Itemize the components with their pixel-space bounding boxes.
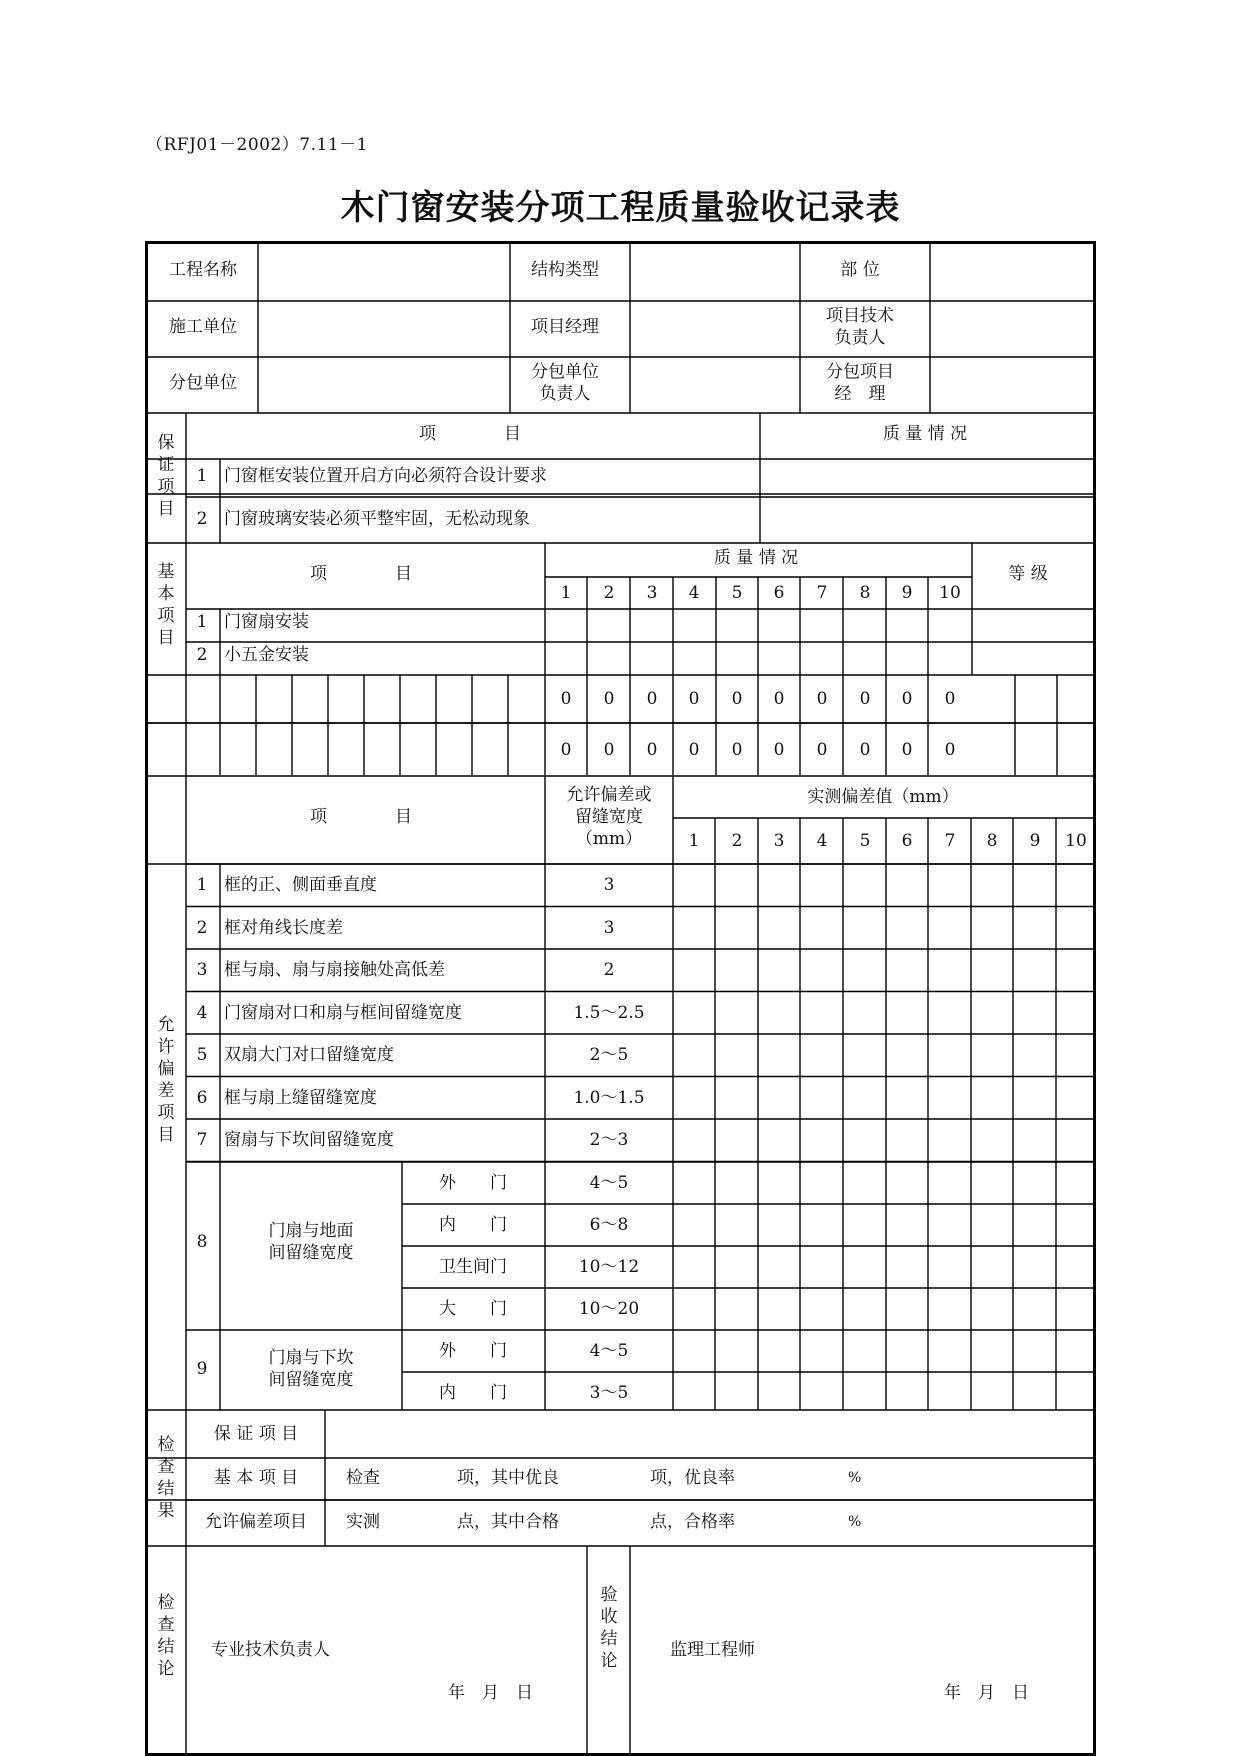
tolerance-sub-label: 卫生间门 bbox=[439, 1257, 507, 1277]
tolerance-item-value: 2 bbox=[603, 960, 615, 980]
tolerance-col-header: 5 bbox=[859, 831, 871, 851]
basic-item-text: 小五金安装 bbox=[224, 645, 309, 665]
basic-quality-header: 质 量 情 况 bbox=[713, 548, 799, 568]
basic-zero-cell: 0 bbox=[944, 740, 956, 760]
basic-zero-cell: 0 bbox=[731, 740, 743, 760]
result-basic-check: 检查 bbox=[346, 1468, 380, 1488]
basic-col-header: 8 bbox=[859, 583, 871, 603]
tolerance-sub-value: 4～5 bbox=[589, 1173, 629, 1193]
tolerance-col-header: 1 bbox=[688, 831, 700, 851]
tolerance-col-header: 6 bbox=[901, 831, 913, 851]
basic-col-header: 10 bbox=[939, 583, 961, 603]
tolerance-item-value: 3 bbox=[603, 917, 615, 938]
tolerance-item-no: 9 bbox=[196, 1359, 208, 1379]
tolerance-col-header: 4 bbox=[816, 831, 828, 851]
page-title: 木门窗安装分项工程质量验收记录表 bbox=[340, 188, 901, 228]
conclusion-side-label: 检查结论 bbox=[157, 1593, 175, 1679]
basic-col-header: 1 bbox=[560, 583, 572, 603]
tolerance-sub-label: 大 门 bbox=[439, 1299, 507, 1319]
basic-zero-cell: 0 bbox=[901, 740, 913, 760]
tolerance-sub-value: 3～5 bbox=[589, 1383, 629, 1403]
basic-col-header: 2 bbox=[603, 583, 615, 603]
tolerance-item-no: 5 bbox=[196, 1045, 208, 1065]
guarantee-item-header: 项 目 bbox=[419, 424, 521, 444]
tolerance-item-text: 框与扇、扇与扇接触处高低差 bbox=[224, 960, 445, 980]
tolerance-col-header: 2 bbox=[731, 831, 743, 851]
guarantee-quality-header: 质 量 情 况 bbox=[882, 424, 968, 444]
guarantee-side-label: 保证项目 bbox=[157, 433, 175, 519]
form-code: （RFJ01－2002）7.11－1 bbox=[146, 135, 368, 155]
basic-zero-cell: 0 bbox=[816, 689, 828, 709]
tolerance-item-no: 1 bbox=[196, 875, 208, 895]
tolerance-item-value: 1.5～2.5 bbox=[573, 1002, 645, 1023]
tolerance-col-header: 3 bbox=[773, 831, 785, 851]
position-label: 部 位 bbox=[840, 260, 880, 280]
tolerance-item-value: 2～5 bbox=[589, 1045, 629, 1065]
sub-lead-label: 分包单位 负责人 bbox=[531, 362, 599, 404]
tolerance-measured-header: 实测偏差值（mm） bbox=[807, 787, 959, 807]
tolerance-item-value: 1.0～1.5 bbox=[573, 1087, 645, 1108]
basic-zero-cell: 0 bbox=[859, 740, 871, 760]
basic-side-label: 基本项目 bbox=[157, 562, 175, 648]
tolerance-item-no: 2 bbox=[196, 917, 208, 938]
tolerance-sub-value: 10～12 bbox=[578, 1257, 640, 1277]
basic-item-no: 2 bbox=[196, 645, 208, 665]
basic-grade-header: 等 级 bbox=[1008, 564, 1048, 584]
basic-zero-cell: 0 bbox=[773, 689, 785, 709]
guarantee-item-text: 门窗框安装位置开启方向必须符合设计要求 bbox=[224, 466, 547, 486]
basic-zero-cell: 0 bbox=[560, 740, 572, 760]
result-tol-percent: % bbox=[848, 1514, 862, 1530]
tolerance-sub-value: 6～8 bbox=[589, 1215, 629, 1235]
basic-col-header: 7 bbox=[816, 583, 828, 603]
result-guarantee-label: 保 证 项 目 bbox=[213, 1424, 299, 1444]
result-tol-rate: 点，合格率 bbox=[650, 1512, 735, 1532]
tolerance-sub-value: 10～20 bbox=[578, 1299, 640, 1319]
result-tolerance-label: 允许偏差项目 bbox=[205, 1512, 307, 1532]
tolerance-group-text: 门扇与地面 间留缝宽度 bbox=[268, 1221, 354, 1263]
result-basic-mid: 项，其中优良 bbox=[457, 1468, 559, 1488]
accept-side-label: 验收结论 bbox=[600, 1585, 618, 1671]
supervisor-signature-label: 监理工程师 bbox=[670, 1640, 755, 1660]
sub-manager-label: 分包项目 经 理 bbox=[826, 362, 894, 404]
basic-item-no: 1 bbox=[196, 612, 208, 632]
tolerance-sub-value: 4～5 bbox=[589, 1341, 629, 1361]
tolerance-item-value: 2～3 bbox=[589, 1130, 629, 1150]
result-basic-label: 基 本 项 目 bbox=[213, 1468, 299, 1488]
basic-zero-cell: 0 bbox=[731, 689, 743, 709]
tolerance-item-text: 窗扇与下坎间留缝宽度 bbox=[224, 1130, 394, 1150]
tolerance-col-header: 10 bbox=[1065, 831, 1087, 851]
result-side-label: 检查结果 bbox=[157, 1435, 175, 1521]
project-name-label: 工程名称 bbox=[169, 260, 237, 280]
tolerance-item-header: 项 目 bbox=[310, 807, 412, 827]
tolerance-item-value: 3 bbox=[603, 875, 615, 895]
tolerance-item-no: 3 bbox=[196, 960, 208, 980]
basic-zero-cell: 0 bbox=[603, 689, 615, 709]
basic-item-text: 门窗扇安装 bbox=[224, 612, 309, 632]
tolerance-side-label: 允许偏差项目 bbox=[157, 1015, 175, 1145]
guarantee-item-text: 门窗玻璃安装必须平整牢固，无松动现象 bbox=[224, 509, 530, 529]
basic-zero-cell: 0 bbox=[646, 689, 658, 709]
tolerance-item-text: 双扇大门对口留缝宽度 bbox=[224, 1045, 394, 1065]
structure-type-label: 结构类型 bbox=[531, 260, 599, 280]
tolerance-item-text: 框与扇上缝留缝宽度 bbox=[224, 1087, 377, 1108]
tolerance-col-header: 7 bbox=[944, 831, 956, 851]
tolerance-sub-label: 外 门 bbox=[439, 1173, 507, 1193]
basic-col-header: 4 bbox=[688, 583, 700, 603]
tolerance-item-no: 8 bbox=[196, 1232, 208, 1252]
basic-zero-cell: 0 bbox=[859, 689, 871, 709]
basic-col-header: 9 bbox=[901, 583, 913, 603]
basic-col-header: 6 bbox=[773, 583, 785, 603]
result-basic-percent: % bbox=[848, 1470, 862, 1486]
basic-col-header: 3 bbox=[646, 583, 658, 603]
subcontractor-label: 分包单位 bbox=[169, 373, 237, 393]
tech-lead-signature-label: 专业技术负责人 bbox=[211, 1640, 330, 1660]
result-tol-mid: 点，其中合格 bbox=[457, 1512, 559, 1532]
tolerance-item-text: 框对角线长度差 bbox=[224, 917, 343, 938]
basic-zero-cell: 0 bbox=[944, 689, 956, 709]
tech-lead-label: 项目技术 负责人 bbox=[826, 306, 894, 348]
tolerance-group-text: 门扇与下坎 间留缝宽度 bbox=[268, 1348, 354, 1390]
tolerance-item-text: 门窗扇对口和扇与框间留缝宽度 bbox=[224, 1002, 462, 1023]
tolerance-sub-label: 内 门 bbox=[439, 1215, 507, 1235]
tolerance-item-no: 7 bbox=[196, 1130, 208, 1150]
basic-zero-cell: 0 bbox=[901, 689, 913, 709]
tolerance-allow-header: 允许偏差或 留缝宽度 （mm） bbox=[566, 785, 652, 849]
tolerance-sub-label: 内 门 bbox=[439, 1383, 507, 1403]
basic-col-header: 5 bbox=[731, 583, 743, 603]
project-manager-label: 项目经理 bbox=[531, 317, 599, 337]
basic-zero-cell: 0 bbox=[688, 740, 700, 760]
guarantee-item-no: 2 bbox=[196, 509, 208, 529]
conclusion-date-left: 年 月 日 bbox=[448, 1683, 533, 1703]
contractor-label: 施工单位 bbox=[169, 317, 237, 337]
tolerance-item-text: 框的正、侧面垂直度 bbox=[224, 875, 377, 895]
tolerance-item-no: 4 bbox=[196, 1002, 208, 1023]
conclusion-date-right: 年 月 日 bbox=[944, 1683, 1029, 1703]
tolerance-item-no: 6 bbox=[196, 1087, 208, 1108]
result-tol-check: 实测 bbox=[346, 1512, 380, 1532]
basic-zero-cell: 0 bbox=[688, 689, 700, 709]
basic-zero-cell: 0 bbox=[603, 740, 615, 760]
tolerance-col-header: 9 bbox=[1029, 831, 1041, 851]
basic-zero-cell: 0 bbox=[773, 740, 785, 760]
basic-zero-cell: 0 bbox=[816, 740, 828, 760]
tolerance-sub-label: 外 门 bbox=[439, 1341, 507, 1361]
result-basic-rate: 项，优良率 bbox=[650, 1468, 735, 1488]
basic-zero-cell: 0 bbox=[560, 689, 572, 709]
tolerance-col-header: 8 bbox=[986, 831, 998, 851]
guarantee-item-no: 1 bbox=[196, 466, 208, 486]
basic-item-header: 项 目 bbox=[310, 564, 412, 584]
basic-zero-cell: 0 bbox=[646, 740, 658, 760]
